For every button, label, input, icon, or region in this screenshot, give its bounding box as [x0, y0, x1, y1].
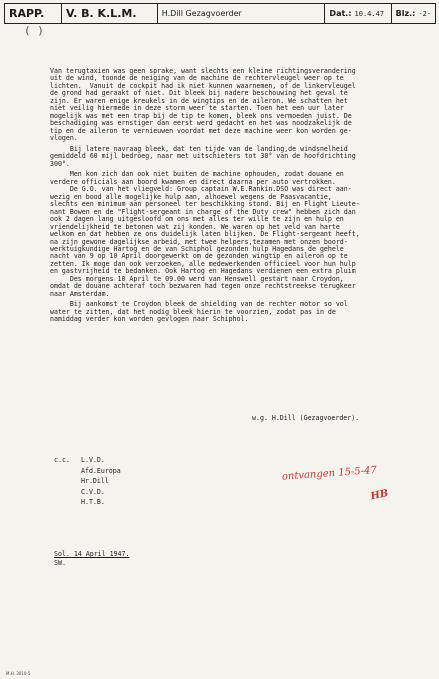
- cc-recipient: Afd.Europa: [81, 466, 121, 475]
- header-organization: V. B. K.L.M.: [62, 4, 158, 23]
- closing-reference: [54, 550, 129, 568]
- handwritten-initials: HB: [369, 488, 390, 503]
- closing-initials: SW.: [54, 559, 66, 567]
- header-date-value: 10.4.47: [354, 9, 385, 18]
- report-body: [50, 68, 426, 327]
- cc-recipient: Hr.Dill: [81, 477, 109, 486]
- cc-label: c.c.: [54, 456, 70, 464]
- cc-row: [54, 497, 121, 508]
- header-author: H.Dill Gezagvoerder: [158, 4, 326, 23]
- header-page-value: -2-: [418, 9, 432, 18]
- header-page-label: Blz.:: [395, 9, 416, 18]
- cc-row: [54, 476, 121, 487]
- cc-row: [54, 455, 121, 466]
- paragraph: Men kon zich dan ook niet buiten de machine ophouden, zodat douane en verdere officials aan boord kwamen en direct daarna per auto vertrokken. De G.O. van het vliegveld: Group captain W.E.Rankin.DSO was direct aan- wezig en bood alle mogelijke hulp aan, alhoewel wegens de Paasvacantie, slechts een minimum aan personeel ter beschikking stond. Bij en Flight Lieute- nant Bowen en de "Flight-sergeant in charge of the Duty crew" hebben zich dan ook 2 dagen lang uitgesloofd om ons met alles ter wille te zijn en hulp en vriendelijkheid te betonen wat zij konden. We waren op het veld van harte welkom en dat hebben ze ons duidelijk laten blijken. De Flight-sergeant heeft, na zijn gewone dagelijkse arbeid, met twee helpers,tezamen met onzen boord- werktuigkundige Hartog en de van Schiphol gezonden hulp Hagedans de gehele nacht van 9 op 10 April doorgewerkt om de gezonden wingtip en aileron op te zetten. Ik moge dan ook verzoeken, alle medewerkenden officieel voor hun hulp en gastvrijheid te bedanken. Ook Hartog en Hagedans verdienen een extra pluim Des morgens 10 April te 09.00 werd van Henswell gestart naar Croydon, omdat de douane achteraf toch bezwaren had tegen onze rechtstreekse terugkeer naar Amsterdam.: [50, 170, 360, 298]
- header-date: [325, 4, 391, 23]
- margin-mark: ( ): [24, 24, 44, 37]
- paragraph: Bij aankomst te Croydon bleek de shielding van de rechter motor so vol water te zitten, dat het nodig bleek hierin te voorzien, zodat pas in de namiddag verder kon worden gevlogen naar Schiphol.: [50, 300, 348, 324]
- handwritten-received-text: ontvangen 15-5-47: [281, 464, 378, 483]
- cc-list: [54, 455, 121, 508]
- header-date-label: Dat.:: [329, 9, 352, 18]
- report-header: [4, 3, 436, 24]
- cc-row: [54, 466, 121, 477]
- cc-recipient: C.V.D.: [81, 487, 105, 496]
- cc-recipient: L.V.D.: [81, 456, 105, 464]
- paragraph: Van terugtaxien was geen sprake, want slechts een kleine richtingsverandering uit de wind, toonde de neiging van de machine de rechtervleugel weer op te lichten. Vanuit de cockpit had ik niet kunnen waarnemen, of de linkervleugel de grond had geraakt of niet. Dit bleek bij nadere beschouwing het geval te zijn. Er waren enige kreukels in de wingtips en de aileron. We schatten het niet veilig hiermede in deze storm weer te starten. Toen het een uur later mogelijk was met een trap bij de tip te komen, bleek ons vermoeden juist. De beschadiging was ernstiger dan eerst werd gedacht en het was noodzakelijk de tip en de aileron te vernieuwen voordat met deze machine weer kon worden ge- vlogen.: [50, 67, 356, 143]
- handwritten-received-note: [278, 461, 428, 505]
- cc-row: [54, 487, 121, 498]
- paragraph: Bij latere navraag bleek, dat ten tijde van de landing,de windsnelheid gemiddeld 60 mijl bedroeg, naar met uitschieters tot 30° van de hoofdrichting 300°.: [50, 144, 356, 168]
- closing-date-line: Sol. 14 April 1947.: [54, 550, 130, 558]
- print-code: M.H. 3010-5: [6, 671, 31, 676]
- cc-recipient: H.T.B.: [81, 498, 105, 507]
- header-page: [392, 4, 435, 23]
- header-rapp: RAPP.: [5, 4, 62, 23]
- signature-line: w.g. H.Dill (Gezagvoerder).: [252, 414, 360, 422]
